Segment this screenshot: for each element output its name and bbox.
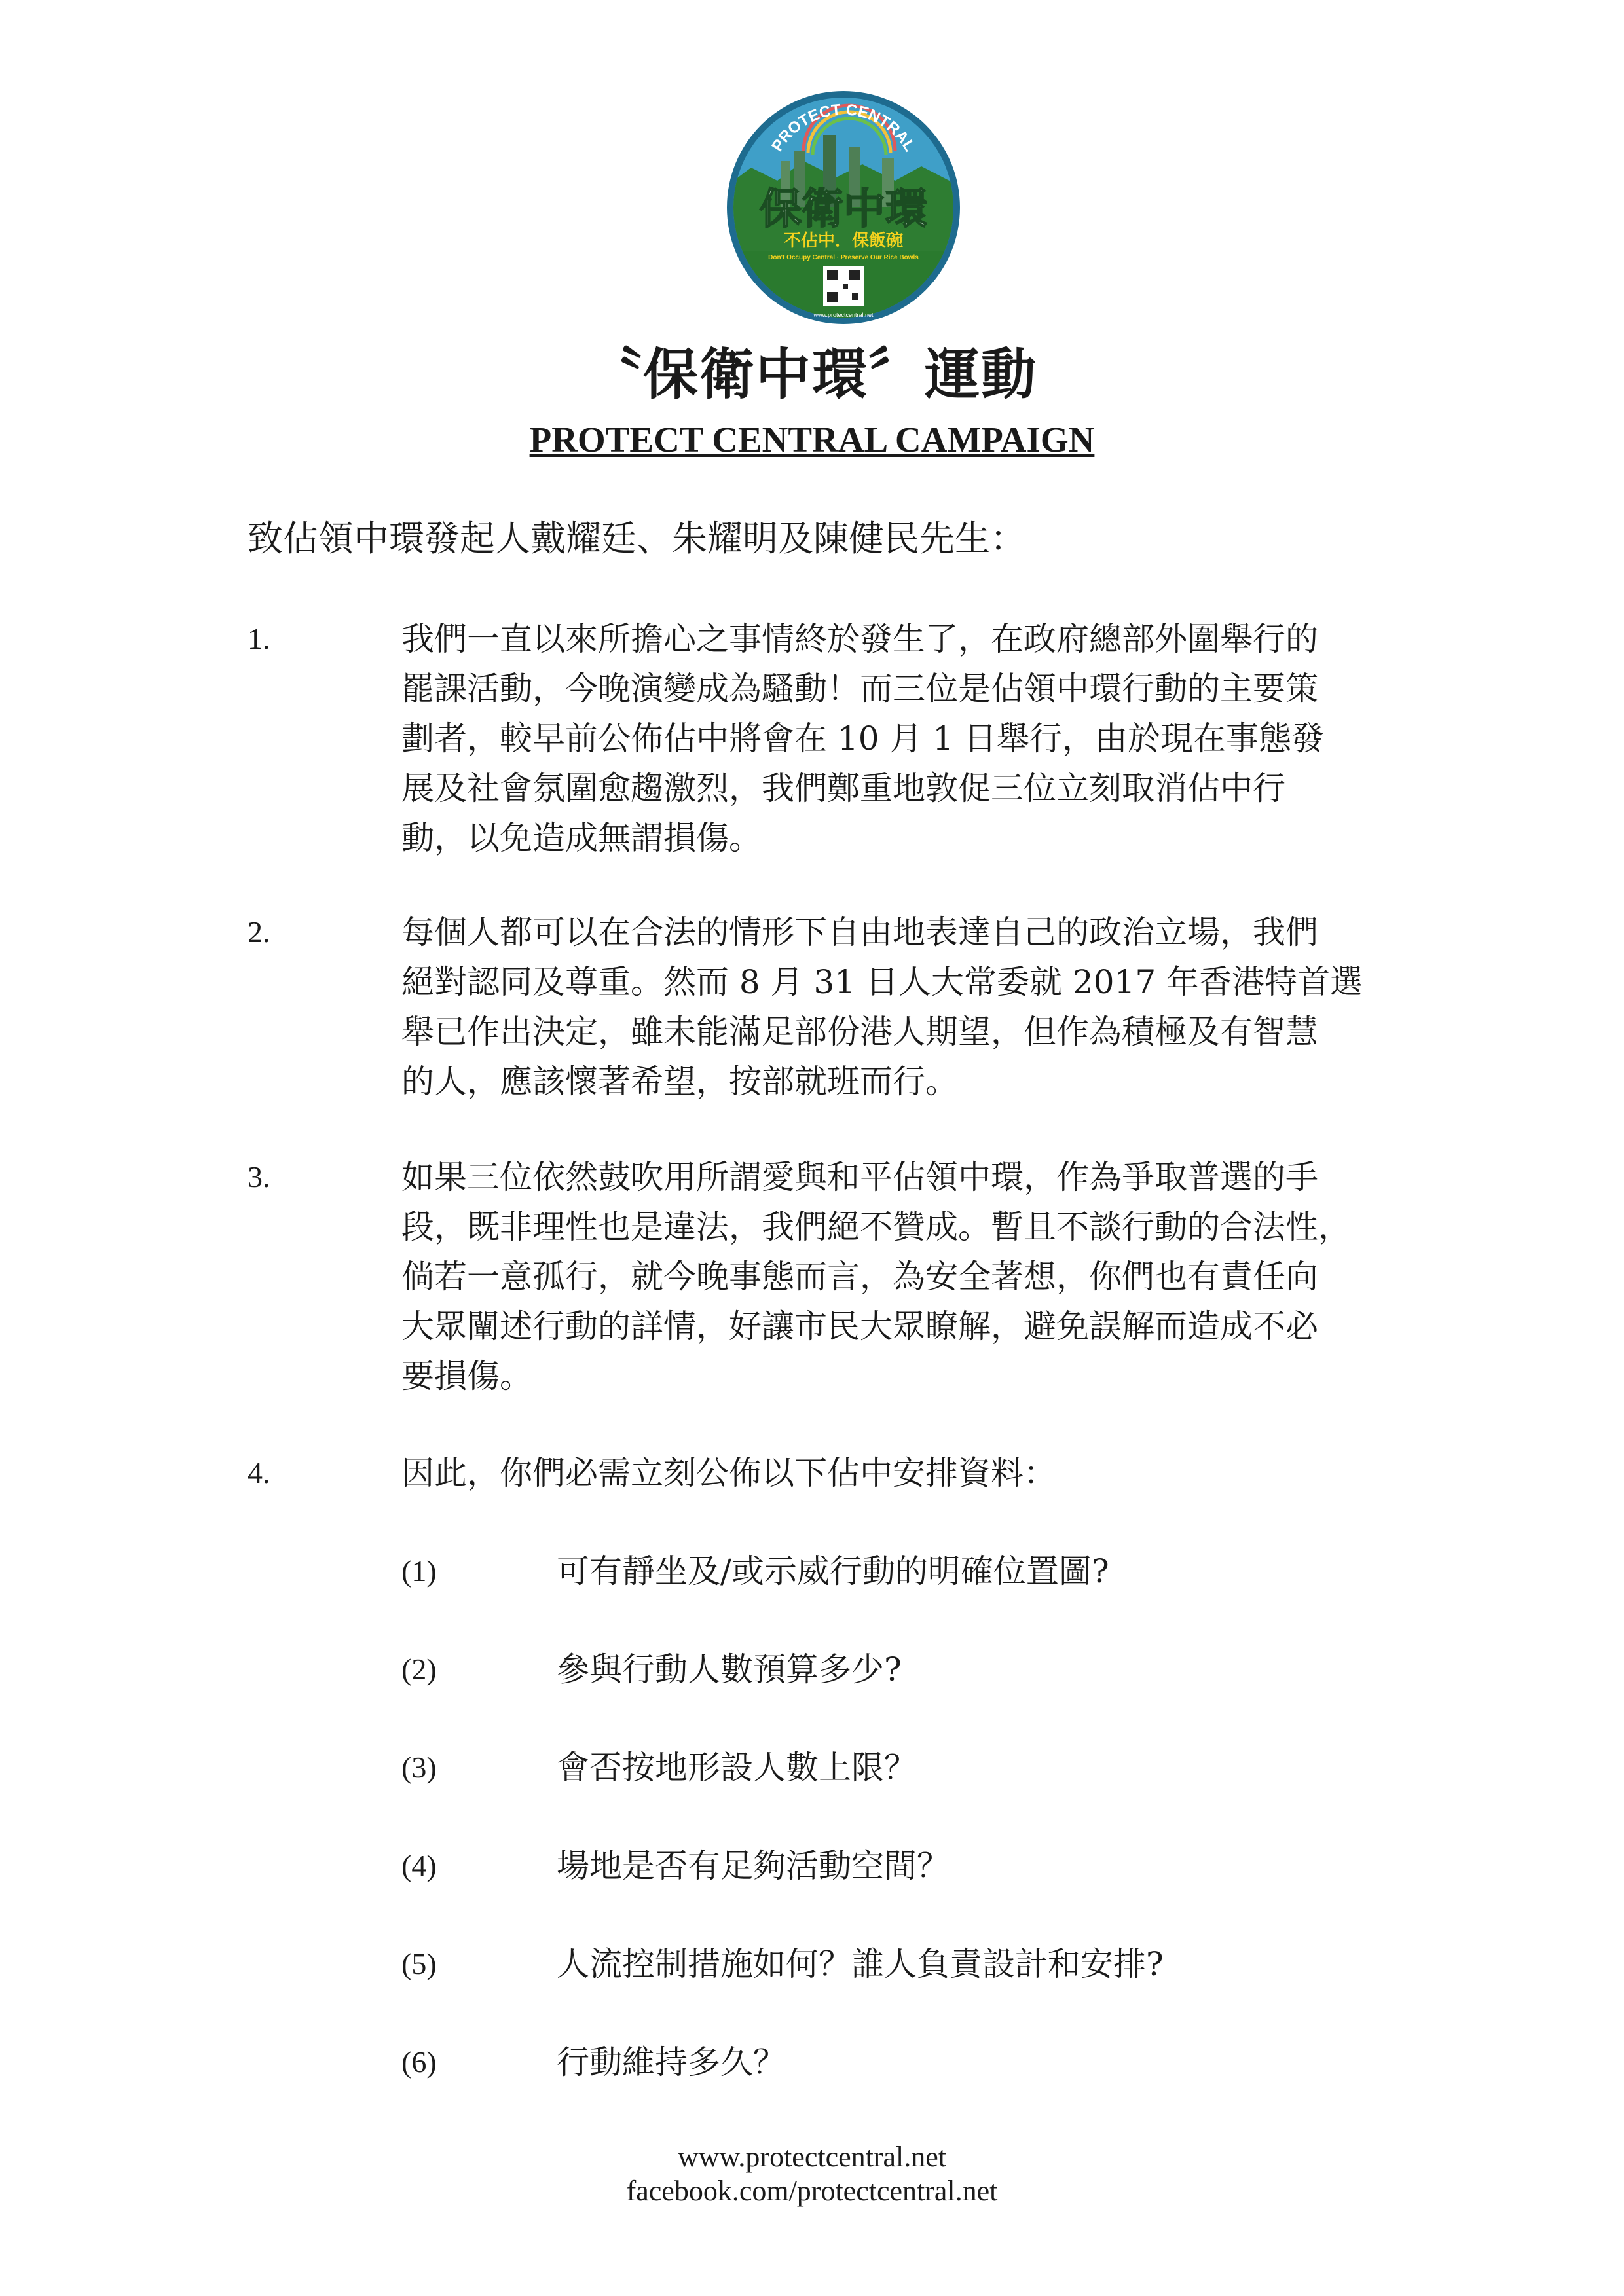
item-number: 3.: [248, 1160, 270, 1194]
sub-item-text: 場地是否有足夠活動空間？: [557, 1847, 950, 1885]
sub-item-text: 人流控制措施如何？誰人負責設計和安排?: [557, 1945, 1164, 1983]
logo-main-text: 保衛中環: [760, 185, 927, 234]
sub-item-number: (6): [401, 2045, 437, 2079]
item-paragraph: [401, 614, 1384, 863]
item-number: 4.: [248, 1456, 270, 1489]
paragraph-line: 每個人都可以在合法的情形下自由地表達自己的政治立場，我們: [401, 913, 1318, 951]
paragraph-line: 絕對認同及尊重。然而 8 月 31 日人大常委就 2017 年香港特首選: [401, 963, 1363, 1001]
paragraph-line: 展及社會氛圍愈趨激烈，我們鄭重地敦促三位立刻取消佔中行: [401, 769, 1285, 807]
paragraph-line: 我們一直以來所擔心之事情終於發生了，在政府總部外圍舉行的: [401, 620, 1318, 658]
paragraph-line: 倘若一意孤行，就今晚事態而言，為安全著想，你們也有責任向: [401, 1258, 1318, 1296]
paragraph-line: 如果三位依然鼓吹用所謂愛與和平佔領中環，作為爭取普選的手: [401, 1158, 1318, 1196]
paragraph-line: 段，既非理性也是違法，我們絕不贊成。暫且不談行動的合法性，: [401, 1208, 1351, 1246]
sub-item-text: 行動維持多久？: [557, 2043, 786, 2081]
logo-arc-text: PROTECT CENTRAL: [768, 101, 919, 155]
sub-item-number: (3): [401, 1751, 437, 1784]
sub-item-text: 參與行動人數預算多少?: [557, 1650, 902, 1688]
item-paragraph: [401, 1152, 1384, 1401]
paragraph-line: 大眾闡述行動的詳情，好讓市民大眾瞭解，避免誤解而造成不必: [401, 1307, 1318, 1345]
logo-tagline-en: Don't Occupy Central · Preserve Our Rice Bowls: [768, 254, 919, 261]
logo-tagline: 不佔中．保飯碗: [783, 231, 904, 251]
protect-central-logo: [725, 89, 962, 326]
sub-item-number: (1): [401, 1554, 437, 1588]
item-number: 2.: [248, 915, 270, 949]
sub-item-number: (2): [401, 1652, 437, 1686]
sub-item-text: 會否按地形設人數上限？: [557, 1749, 917, 1787]
item-number: 1.: [248, 622, 270, 655]
paragraph-line: 罷課活動，今晚演變成為騷動！而三位是佔領中環行動的主要策: [401, 670, 1318, 708]
paragraph-line: 的人，應該懷著希望，按部就班而行。: [401, 1063, 958, 1101]
footer-facebook-link[interactable]: facebook.com/protectcentral.net: [626, 2175, 998, 2207]
sub-item-number: (4): [401, 1849, 437, 1882]
paragraph-line: 要損傷。: [401, 1357, 532, 1395]
salutation: 致佔領中環發起人戴耀廷、朱耀明及陳健民先生：: [248, 518, 1025, 559]
sub-item-text: 可有靜坐及/或示威行動的明確位置圖?: [557, 1552, 1109, 1590]
item-paragraph: [401, 1448, 1384, 1498]
page-title-english: PROTECT CENTRAL CAMPAIGN: [529, 420, 1095, 460]
page-title-chinese: 〝保衛中環〞運動: [586, 342, 1037, 407]
paragraph-line: 劃者，較早前公佈佔中將會在 10 月 1 日舉行，由於現在事態發: [401, 720, 1325, 757]
footer-website-link[interactable]: www.protectcentral.net: [677, 2141, 947, 2173]
paragraph-line: 舉已作出決定，雖未能滿足部份港人期望，但作為積極及有智慧: [401, 1013, 1318, 1051]
item-paragraph: [401, 907, 1384, 1106]
sub-item-number: (5): [401, 1947, 437, 1980]
logo-url: www.protectcentral.net: [813, 312, 874, 318]
paragraph-line: 因此，你們必需立刻公佈以下佔中安排資料：: [401, 1454, 1056, 1492]
paragraph-line: 動，以免造成無謂損傷。: [401, 819, 762, 857]
